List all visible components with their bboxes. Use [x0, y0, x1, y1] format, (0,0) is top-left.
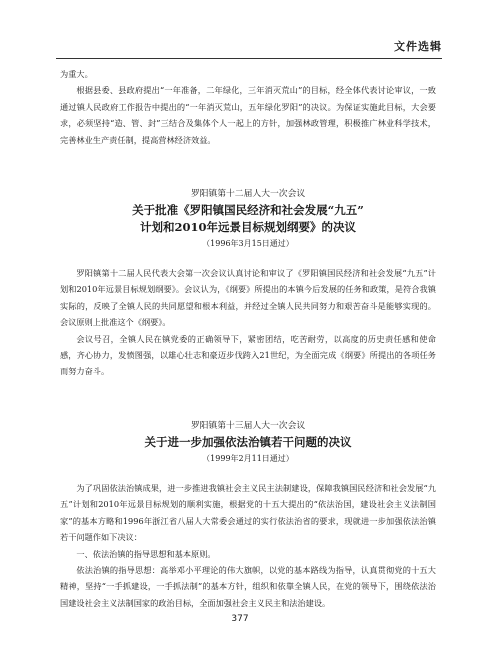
paragraph: 为重大。	[60, 69, 93, 79]
paragraph: 为了巩固依法治镇成果，进一步推进我镇社会主义民主法制建设，保障我镇国民经济和社会发展“九五”计划和2010年远景目标规划的顺利实施，根据党的十五大提出的“依法治国，建设社会主义法制国家”的基本方略和1996年浙江省八届人大常委会通过的实行依法治省的要求，现就进一步加强依法治镇若干问题作如下决议：	[60, 482, 436, 543]
resolution-2-title: 关于进一步加强依法治镇若干问题的决议	[144, 434, 352, 449]
paragraph: 罗阳镇第十二届人民代表大会第一次会议认真讨论和审议了《罗阳镇国民经济和社会发展“九五”计划和2010年远景目标规划纲要》。会议认为，《纲要》所提出的本镇今后发展的任务和政策，是符合我镇实际的，反映了全镇人民的共同愿望和根本利益，并经过全镇人民共同努力和艰苦奋斗是能够实现的。会议原则上批准这个《纲要》。	[60, 268, 436, 328]
page-number: 377	[231, 614, 249, 624]
resolution-2	[60, 418, 436, 611]
resolution-1	[60, 186, 436, 380]
paragraph: 依法治镇的指导思想：高举邓小平理论的伟大旗帜，以党的基本路线为指导，认真贯彻党的十五大精神，坚持“一手抓建设，一手抓法制”的基本方针，组织和依靠全镇人民，在党的领导下，围绕依法治国建设社会主义法制国家的政治目标，全面加强社会主义民主和法治建设。	[60, 564, 436, 608]
resolution-2-org: 罗阳镇第十三届人大一次会议	[190, 420, 306, 431]
resolution-1-title-line2: 计划和2010年远景目标规划纲要》的决议	[139, 220, 356, 235]
running-header	[56, 38, 442, 59]
header-section-title: 文件选辑	[394, 40, 442, 53]
resolution-1-date: （1996年3月15日通过）	[202, 239, 294, 249]
paragraph: 根据县委、县政府提出“一年准备，二年绿化，三年消灭荒山”的目标，经全体代表讨论审议，一致通过镇人民政府工作报告中提出的“一年消灭荒山，五年绿化罗阳”的决议。为保证实施此目标，大会要求，必须坚持“造、管、封”三结合及集体个人一起上的方针，加强林政管理，积极推广林业科学技术，完善林业生产责任制，提高营林经济效益。	[60, 85, 436, 145]
page-content	[60, 66, 436, 611]
resolution-2-date: （1999年2月11日通过）	[202, 453, 294, 463]
resolution-1-title-line1: 关于批准《罗阳镇国民经济和社会发展“九五”	[132, 203, 364, 218]
paragraph: 会议号召，全镇人民在镇党委的正确领导下，紧密团结，吃苦耐劳，以高度的历史责任感和使命感，齐心协力，发愤图强，以雄心壮志和豪迈步伐跨入21世纪，为全面完成《纲要》所提出的各项任务而努力奋斗。	[60, 333, 436, 377]
paragraph: 一、依法治镇的指导思想和基本原则。	[76, 548, 216, 559]
resolution-1-org: 罗阳镇第十二届人大一次会议	[190, 189, 306, 200]
